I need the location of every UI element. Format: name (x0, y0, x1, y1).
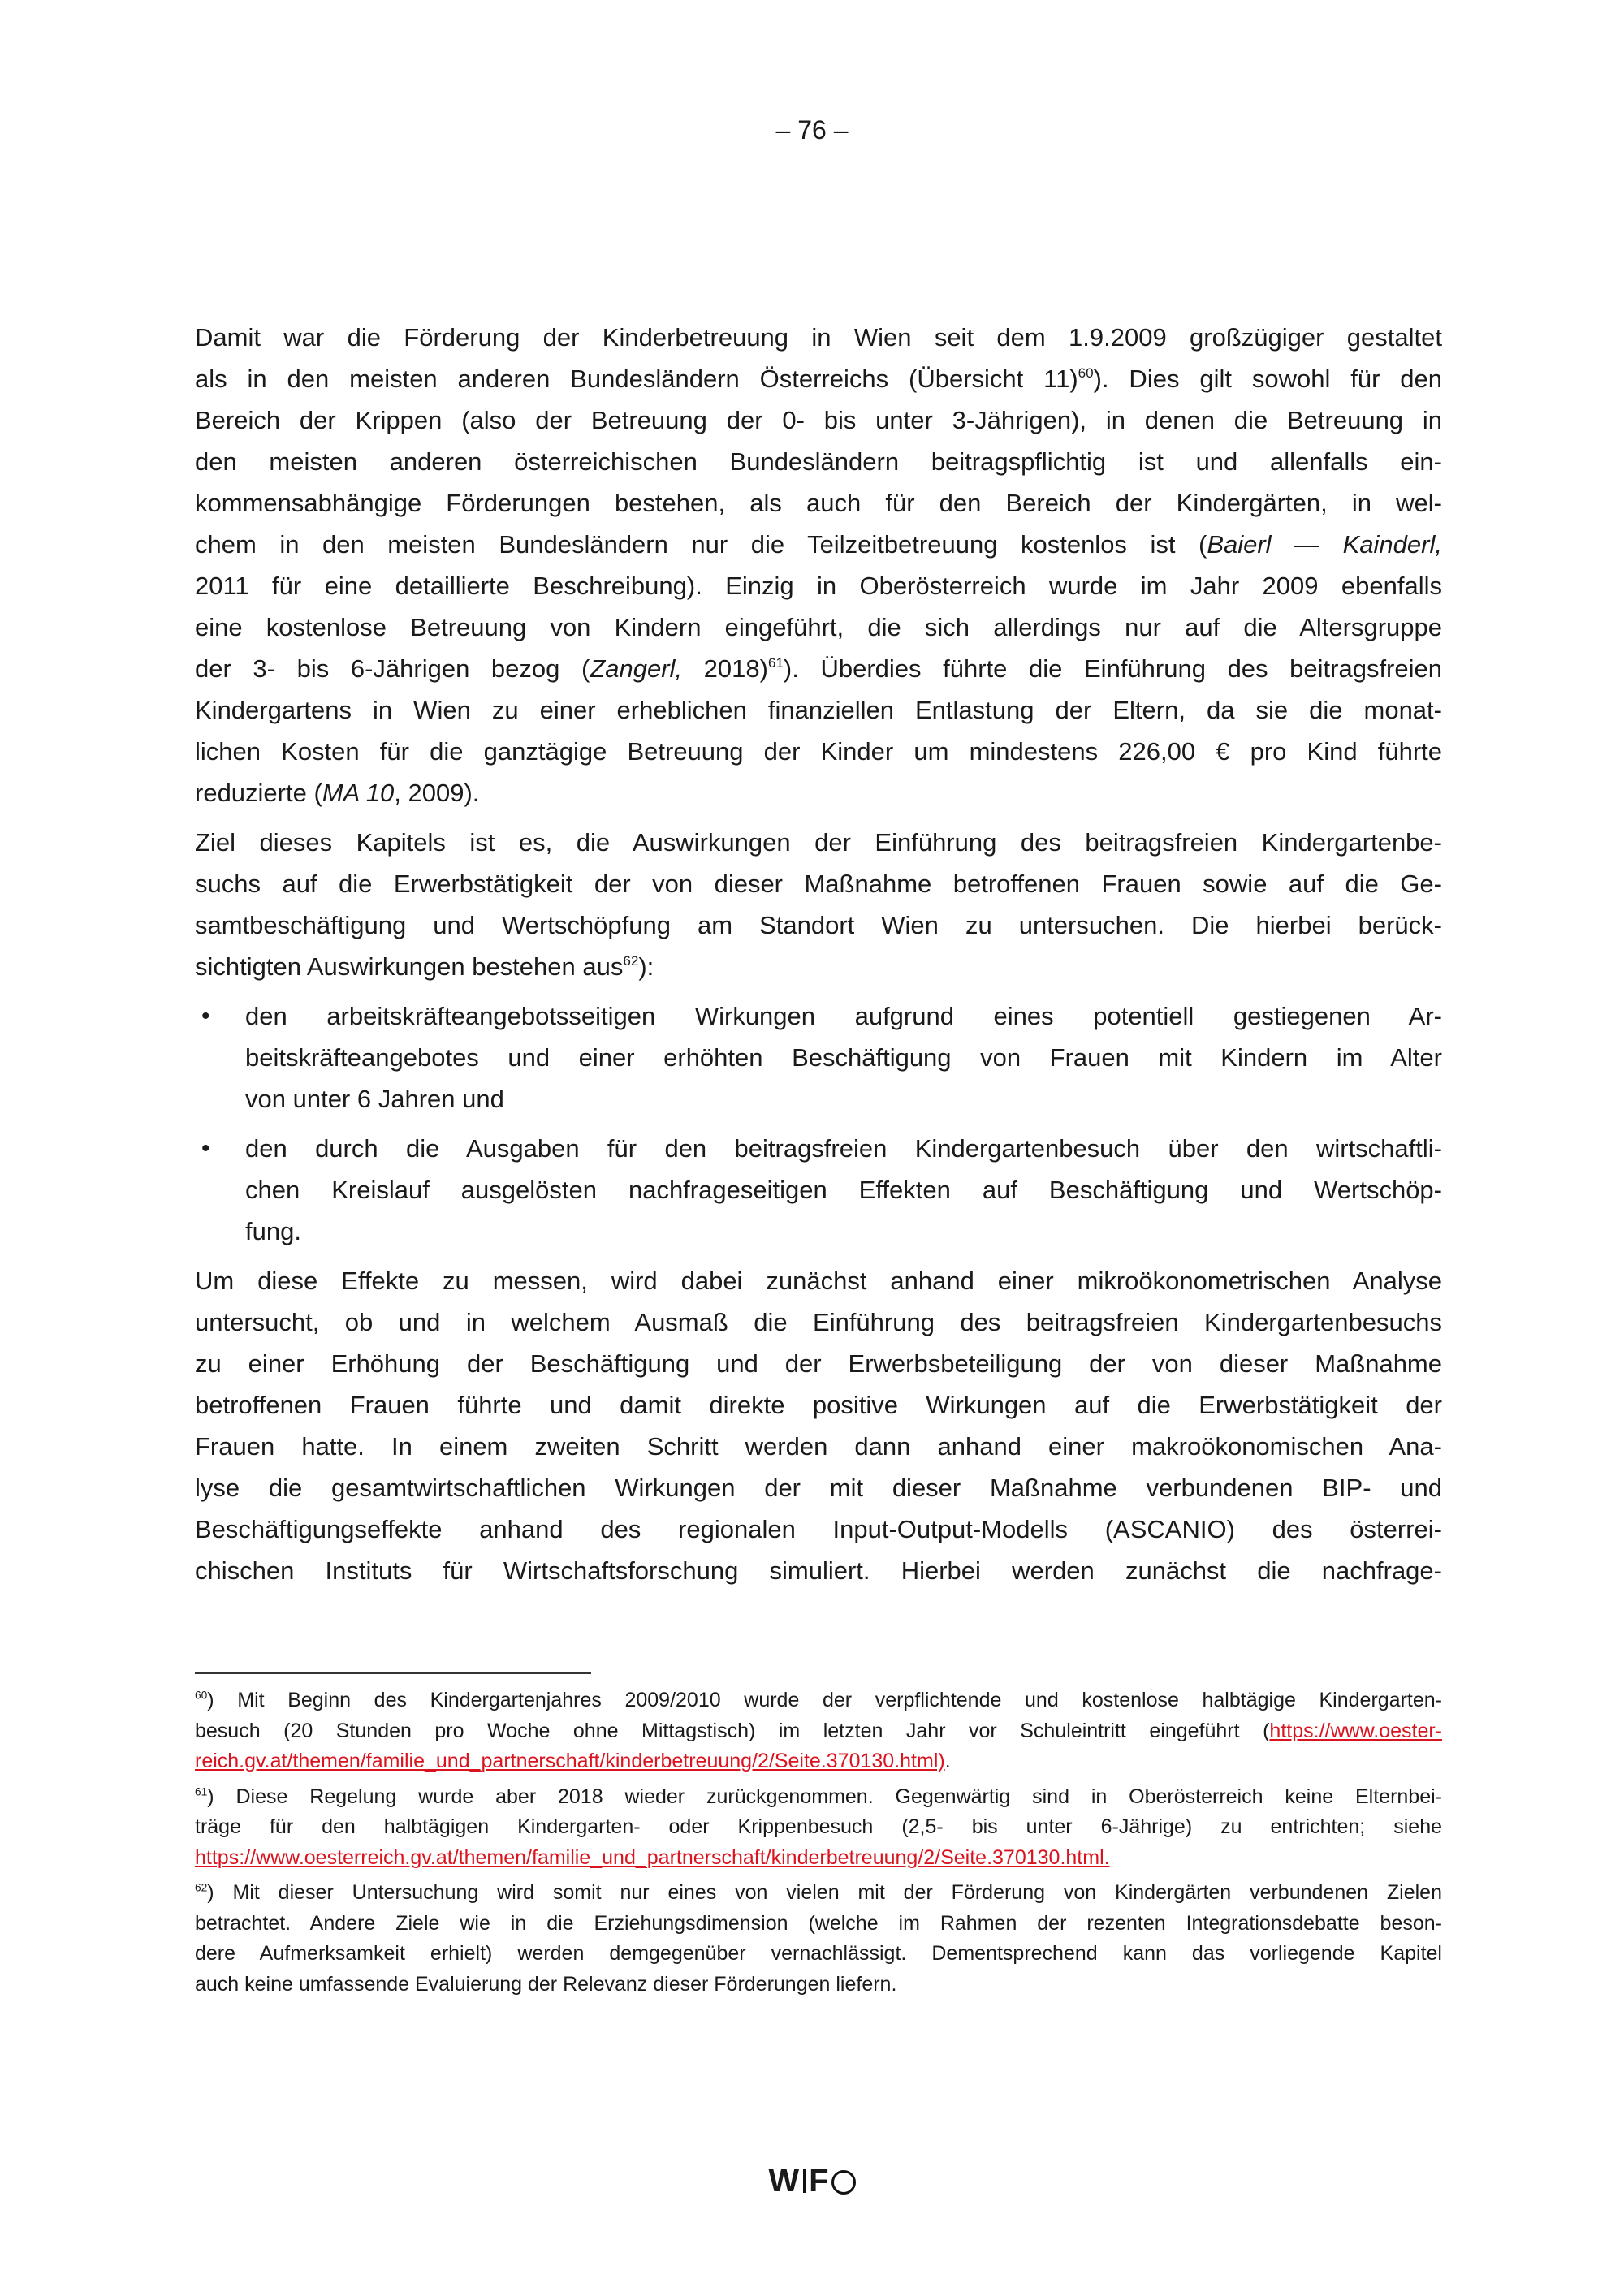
footnote (195, 1685, 1442, 1777)
text-line (195, 772, 1442, 814)
footnote-ref: 60 (195, 1689, 208, 1702)
text-run: den meisten anderen österreichischen Bundesländern beitragspflichtig ist und allenfalls ein- (195, 447, 1442, 476)
text-run: suchs auf die Erwerbstätigkeit der von dieser Maßnahme betroffenen Frauen sowie auf die Ge- (195, 870, 1442, 898)
text-run: Um diese Effekte zu messen, wird dabei zunächst anhand einer mikroökonometrischen Analyse (195, 1267, 1442, 1295)
text-line (195, 1716, 1442, 1747)
text-run: chen Kreislauf ausgelösten nachfrageseitigen Effekten auf Beschäftigung und Wertschöp- (245, 1176, 1442, 1204)
text-line (245, 995, 1442, 1037)
footnote-ref: 61 (767, 655, 784, 671)
text-line (195, 1685, 1442, 1716)
text-line (195, 399, 1442, 441)
text-run: samtbeschäftigung und Wertschöpfung am Standort Wien zu untersuchen. Die hierbei berück- (195, 911, 1442, 939)
footnote-ref: 61 (195, 1785, 208, 1798)
text-line (195, 1939, 1442, 1970)
footnote-ref: 62 (623, 953, 639, 969)
text-line (195, 1782, 1442, 1813)
footnotes (195, 1685, 1442, 2005)
text-run: ) Mit Beginn des Kindergartenjahres 2009/2010 wurde der verpflichtende und kostenlose halbtägige Kindergarten- (207, 1689, 1442, 1711)
text-run: chischen Instituts für Wirtschaftsforschung simuliert. Hierbei werden zunächst die nachfrage- (195, 1556, 1442, 1585)
footnote-ref: 62 (195, 1881, 208, 1894)
text-run: lyse die gesamtwirtschaftlichen Wirkungen der mit dieser Maßnahme verbundenen BIP- und (195, 1474, 1442, 1502)
bullet-item (195, 1128, 1442, 1252)
url-link[interactable]: https://www.oesterreich.gv.at/themen/familie_und_partnerschaft/kinderbetreuung/2/Seite.370130.html. (195, 1845, 1110, 1869)
footnote-ref: 60 (1078, 365, 1094, 382)
text-run: besuch (20 Stunden pro Woche ohne Mittagstisch) im letzten Jahr vor Schuleintritt eingeführt ( (195, 1719, 1270, 1742)
text-line (195, 648, 1442, 689)
text-run: untersucht, ob und in welchem Ausmaß die Einführung des beitragsfreien Kindergartenbesuchs (195, 1308, 1442, 1336)
text-line (195, 1301, 1442, 1343)
text-line (195, 1384, 1442, 1426)
paragraph (195, 822, 1442, 987)
text-line (195, 689, 1442, 731)
url-link[interactable]: reich.gv.at/themen/familie_und_partnerschaft/kinderbetreuung/2/Seite.370130.html) (195, 1750, 945, 1772)
logo-f: F (809, 2163, 830, 2199)
text-line (195, 565, 1442, 606)
text-line (195, 731, 1442, 772)
text-line (245, 1037, 1442, 1078)
text-run: ) Mit dieser Untersuchung wird somit nur eines von vielen mit der Förderung von Kindergärten verbundenen Zielen (207, 1881, 1442, 1904)
text-run: lichen Kosten für die ganztägige Betreuung der Kinder um mindestens 226,00 € pro Kind führte (195, 737, 1442, 766)
text-line (195, 606, 1442, 648)
citation: Zangerl, (590, 654, 683, 683)
text-run: chem in den meisten Bundesländern nur die Teilzeitbetreuung kostenlos ist ( (195, 530, 1207, 559)
text-line (245, 1128, 1442, 1169)
text-line (195, 1467, 1442, 1508)
text-run: 2018) (682, 654, 768, 683)
text-run: ): (638, 952, 654, 981)
paragraph (195, 1260, 1442, 1591)
text-line (195, 1878, 1442, 1909)
text-run: sichtigten Auswirkungen bestehen aus (195, 952, 624, 981)
text-run: Damit war die Förderung der Kinderbetreuung in Wien seit dem 1.9.2009 großzügiger gestaltet (195, 323, 1442, 352)
text-line (195, 1426, 1442, 1467)
text-line (195, 946, 1442, 987)
text-run: eine kostenlose Betreuung von Kindern eingeführt, die sich allerdings nur auf die Altersgruppe (195, 613, 1442, 641)
text-run: ). Überdies führte die Einführung des beitragsfreien (783, 654, 1442, 683)
text-line (245, 1169, 1442, 1211)
text-line (195, 1343, 1442, 1384)
text-run: den durch die Ausgaben für den beitragsfreien Kindergartenbesuch über den wirtschaftli- (245, 1134, 1442, 1163)
text-run: als in den meisten anderen Bundesländern Österreichs (Übersicht 11) (195, 365, 1078, 393)
wifo-logo (0, 2163, 1624, 2199)
text-line (195, 317, 1442, 358)
text-run: kommensabhängige Förderungen bestehen, als auch für den Bereich der Kindergärten, in wel- (195, 489, 1442, 517)
bullet-icon: • (201, 1135, 210, 1162)
text-line (195, 441, 1442, 482)
text-line (195, 1909, 1442, 1940)
bullet-item (195, 995, 1442, 1120)
text-line (195, 1970, 1442, 2000)
text-line (195, 863, 1442, 904)
text-line (195, 1508, 1442, 1550)
text-run: ) Diese Regelung wurde aber 2018 wieder zurückgenommen. Gegenwärtig sind in Oberösterreich keine Elternbei- (207, 1785, 1442, 1808)
text-run: betroffenen Frauen führte und damit direkte positive Wirkungen auf die Erwerbstätigkeit der (195, 1391, 1442, 1419)
text-run: zu einer Erhöhung der Beschäftigung und der Erwerbsbeteiligung der von dieser Maßnahme (195, 1349, 1442, 1378)
text-run: beitskräfteangebotes und einer erhöhten Beschäftigung von Frauen mit Kindern im Alter (245, 1043, 1442, 1072)
logo-bar (803, 2169, 806, 2193)
text-run: Bereich der Krippen (also der Betreuung der 0- bis unter 3-Jährigen), in denen die Betreuung in (195, 406, 1442, 434)
bullet-icon: • (201, 1003, 210, 1029)
text-run: Kindergartens in Wien zu einer erheblichen finanziellen Entlastung der Eltern, da sie die monat- (195, 696, 1442, 724)
text-run: Ziel dieses Kapitels ist es, die Auswirkungen der Einführung des beitragsfreien Kindergartenbe- (195, 828, 1442, 857)
text-line (245, 1211, 1442, 1252)
text-line (195, 1746, 1442, 1777)
citation: Baierl — Kainderl, (1207, 530, 1442, 559)
text-run: , 2009). (394, 779, 480, 807)
footnote (195, 1782, 1442, 1874)
text-line (195, 1812, 1442, 1843)
text-run: fung. (245, 1217, 301, 1245)
text-run: betrachtet. Andere Ziele wie in die Erziehungsdimension (welche im Rahmen der rezenten Integrationsdebatte beson- (195, 1911, 1442, 1935)
text-run: auch keine umfassende Evaluierung der Relevanz dieser Förderungen liefern. (195, 1972, 897, 1996)
footnote (195, 1878, 1442, 2000)
text-run: Beschäftigungseffekte anhand des regionalen Input-Output-Modells (ASCANIO) des österrei- (195, 1515, 1442, 1543)
citation: MA 10 (322, 779, 395, 807)
text-line (195, 822, 1442, 863)
logo-w: W (768, 2163, 801, 2199)
text-line (195, 904, 1442, 946)
text-run: von unter 6 Jahren und (245, 1085, 504, 1113)
url-link[interactable]: https://www.oester- (1269, 1719, 1442, 1742)
body-text (195, 317, 1442, 1599)
footnote-separator (195, 1672, 591, 1674)
text-run: ). Dies gilt sowohl für den (1093, 365, 1442, 393)
text-line (195, 524, 1442, 565)
text-run: träge für den halbtägigen Kindergarten- oder Krippenbesuch (2,5- bis unter 6-Jährige) zu entrichten; siehe (195, 1815, 1442, 1838)
logo-o (831, 2170, 856, 2195)
text-line (195, 1550, 1442, 1591)
text-line (195, 1843, 1442, 1874)
text-line (195, 1260, 1442, 1301)
text-line (195, 358, 1442, 399)
text-run: dere Aufmerksamkeit erhielt) werden demgegenüber vernachlässigt. Dementsprechend kann das vorliegende Kapitel (195, 1942, 1442, 1965)
text-run: Frauen hatte. In einem zweiten Schritt werden dann anhand einer makroökonomischen Ana- (195, 1432, 1442, 1461)
text-run: . (944, 1750, 951, 1772)
text-line (195, 482, 1442, 524)
text-run: 2011 für eine detaillierte Beschreibung). Einzig in Oberösterreich wurde im Jahr 2009 ebenfalls (195, 572, 1442, 600)
text-run: der 3- bis 6-Jährigen bezog ( (195, 654, 590, 683)
paragraph (195, 317, 1442, 814)
text-run: reduzierte ( (195, 779, 322, 807)
text-line (245, 1078, 1442, 1120)
page-number: – 76 – (775, 115, 849, 145)
text-run: den arbeitskräfteangebotsseitigen Wirkungen aufgrund eines potentiell gestiegenen Ar- (245, 1002, 1442, 1030)
